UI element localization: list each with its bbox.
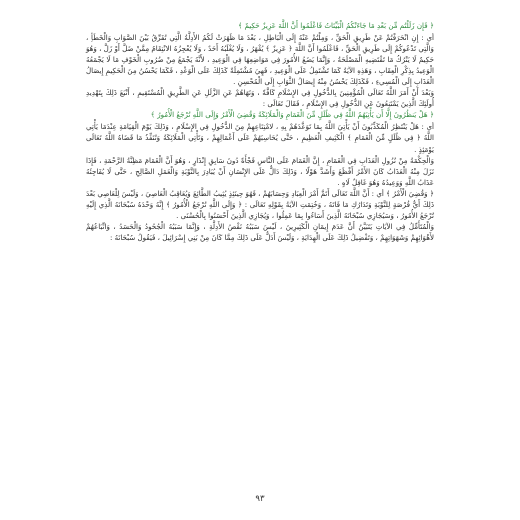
quran-verse-1: ﴿ فَإِن زَلَلْتُم مِّن بَعْدِ مَا جَاءَتْكُمُ الْبَيِّنَاتُ فَاعْلَمُوا أَنَّ اللَّهَ عَزِيزٌ حَكِيمٌ ﴾ xyxy=(238,21,434,30)
commentary-paragraph-1: أي : إِنِ انْحَرَفْتُمْ عَنْ طَرِيقِ الْحَقِّ ، وَمِلْتُمْ عَنْهُ إِلَى الْبَاطِلِ ، بَعْدَ مَا ظَهَرَتْ لَكُمُ الأَدِلَّةُ الَّتِي تُفَرِّقُ بَيْنَ الصَّوَابِ وَالْخَطَأِ ، وَالَّتِي تَدْعُوكُمْ إِلَى طَرِيقِ الْحَقِّ ، فَاعْلَمُوا أَنَّ اللَّهَ ﴿ عَزِيزٌ ﴾ يُقْهَرُ ، وَلَا يُغْلَبُهُ أَحَدٌ ، وَلَا يُعْجِزُهُ الانْتِقَامُ مِمَّنْ ضَلَّ أَوْ زَلَّ ، وَهُوَ حَكِيمٌ لَا يَتْرُكُ مَا تَقْتَضِيهِ الْمَصْلَحَةُ ، وَإِنَّمَا يَضَعُ الأُمُورَ فِي مَوَاضِعِهَا فِي الْوَعِيدِ ، لأَنَّهُ يَجْمَعُ مِنْ ضُرُوبِ الْخَوْفِ مَا لَا يَجْمَعُهُ الْوَعِيدُ بِذِكْرِ الْعِقَابِ ، وَهَذِهِ الآيَةُ كَمَا تَشْتَمِلُ عَلَى الْوَعِيدِ ، فَهِيَ مُشْتَمِلَةٌ كَذَلِكَ عَلَى الْوَعْدِ ، فَكَمَا يَحْسُنُ مِنَ الْحَكِيمِ إِيصَالُ الْعَذَابِ إِلَى الْمُسِيءِ ، فَكَذَلِكَ يَحْسُنُ مِنْهُ إِيصَالُ الثَّوَابِ إِلَى الْمُحْسِنِ . xyxy=(86,33,434,87)
page-number: ٩٣ xyxy=(255,494,265,504)
commentary-paragraph-4: وَالْحِكْمَةُ مِنْ نُزُولِ الْعَذَابِ فِي الْغَمَامِ ، إِنَّ الْغَمَامَ عَلَى النَّاسِ فَجْأَةً دُونَ سَابِقِ إِنْذَارٍ ، وَهُوَ أَنَّ الْغَمَامَ مَظِنَّةُ الرَّحْمَةِ ، فَإِذَا نَزَلَ مِنْهُ الْعَذَابُ كَانَ الأَمْرُ أَفْظَعَ وَأَشَدَّ هَوْلًا ، وَذَلِكَ دَالٌّ عَلَى الإِنْسَانِ أَنْ يُبَادِرَ بِالتَّوْبَةِ وَالْعَمَلِ الصَّالِحِ ، حَتَّى لَا يُفَاجِئَهُ عَذَابُ اللَّهِ وَوَعِيدُهُ وَهُوَ غَافِلٌ لَاهٍ . xyxy=(86,155,434,187)
commentary-paragraph-2: وَبَعْدَ أَنْ أَمَرَ اللَّهُ تَعَالَى الْمُؤْمِنِينَ بِالدُّخُولِ فِي الإِسْلَامِ كَافَّةً ، وَنَهَاهُمْ عَنِ الزَّلَلِ عَنِ الطَّرِيقِ الْمُسْتَقِيمِ ، أَتْبَعَ ذَلِكَ بِتَهْدِيدِ أُولَئِكَ الَّذِينَ يَمْتَنِعُونَ عَنِ الدُّخُولِ فِي الإِسْلَامِ ، فَقَالَ تَعَالَى : xyxy=(86,88,434,109)
quran-verse-2: ﴿ هَلْ يَنظُرُونَ إِلَّا أَن يَأْتِيَهُمُ اللَّهُ فِي ظُلَلٍ مِّنَ الْغَمَامِ وَالْمَلَائِكَةُ وَقُضِيَ الْأَمْرُ وَإِلَى اللَّهِ تُرْجَعُ الْأُمُورُ ﴾ xyxy=(150,110,434,120)
commentary-paragraph-3: أي : هَلْ يَنْتَظِرُ الْمُكَذِّبُونَ أَنْ يَأْتِيَ اللَّهُ بِمَا تَوَعَّدَهُمْ بِهِ ، لامْتِنَاعِهِمْ مِنَ الدُّخُولِ فِي الإِسْلَامِ ، وَذَلِكَ يَوْمَ الْقِيَامَةِ عِنْدَمَا يَأْتِي اللَّهُ ﴿ فِي ظُلَلٍ مِّنَ الْغَمَامِ ﴾ الْكَثِيفِ الْعَظِيمِ ، حَتَّى يُحَاسِبَهُمْ عَلَى أَعْمَالِهِمْ ، وَتَأْتِي الْمَلَائِكَةُ وَتُنَفِّذُ مَا قَضَاهُ اللَّهُ تَعَالَى يَوْمَئِذٍ . xyxy=(86,122,434,154)
commentary-paragraph-5: ﴿ وَقُضِيَ الْأَمْرُ ﴾ أي : أَنَّ اللَّهَ تَعَالَى أَتَمَّ أَمْرَ الْعِبَادِ وَحِسَابَهُمْ ، فَهُوَ حِينَئِذٍ يُثِيبُ الطَّائِعَ وَيُعَاقِبُ الْعَاصِيَ ، وَلَيْسَ لِلْعَاصِي بَعْدَ ذَلِكَ أَيُّ فُرْصَةٍ لِلتَّوْبَةِ وَتَدَارُكِ مَا فَاتَهُ ، وَخُتِمَتِ الآيَةُ بِقَوْلِهِ تَعَالَى : ﴿ وَإِلَى اللَّهِ تُرْجَعُ الْأُمُورُ ﴾ إِنَّهُ وَحْدَهُ سُبْحَانَهُ الَّذِي إِلَيْهِ تُرْجَعُ الأُمُورُ ، وَسَيُجَازِي سُبْحَانَهُ الَّذِينَ أَسَاءُوا بِمَا عَمِلُوا ، وَيُجَازِي الَّذِينَ أَحْسَنُوا بِالْحُسْنَى . xyxy=(86,188,434,220)
page-body xyxy=(86,20,434,243)
commentary-paragraph-6: وَالْمُتَأَمِّلُ فِي الآيَاتِ يَتَبَيَّنُ أَنَّ عَدَمَ إِيمَانِ الْكَثِيرِينَ ، لَيْسَ سَبَبُهُ نَقْصُ الأَدِلَّةِ ، وَإِنَّمَا سَبَبُهُ الْجُحُودُ وَالْحَسَدُ ، وَاتِّبَاعُهُمْ لأَهْوَائِهِمْ وَشَهَوَاتِهِمْ ، وَتَفْضِيلُ ذَلِكَ عَلَى الْهِدَايَةِ ، وَلَيْسَ أَدَلُّ عَلَى ذَلِكَ مِمَّا كَانَ مِنْ بَنِي إِسْرَائِيلَ ، فَيَقُولُ سُبْحَانَهُ : xyxy=(86,221,434,242)
